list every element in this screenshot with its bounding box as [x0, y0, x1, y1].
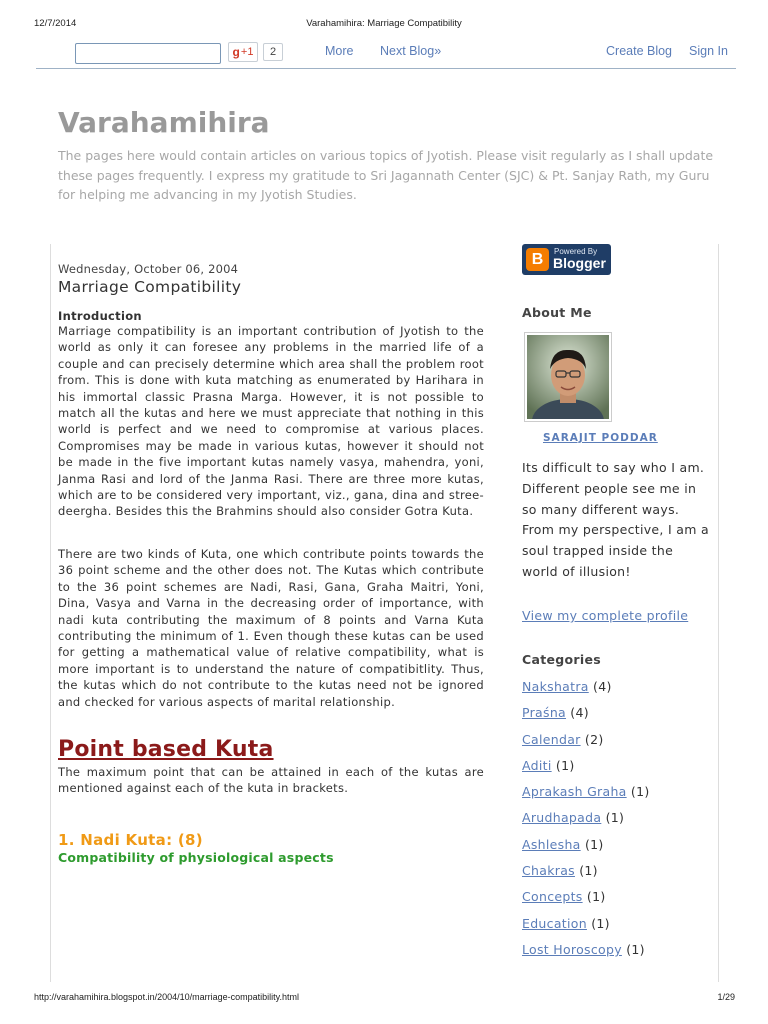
- post-paragraph-3: The maximum point that can be attained in each of the kutas are mentioned against each of the kuta in brackets.: [58, 764, 484, 796]
- introduction-heading: Introduction: [58, 309, 142, 323]
- post-paragraph-1: Marriage compatibility is an important contribution of Jyotish to the world as only it can foresee any problems in the married life of a couple and can precisely determine which area shall the problem root from. This is done with kuta matching as enumerated by Harihara in his immortal classic Prasna Marga. However, it is not possible to match all the kutas and here we must appreciate that nothing in this world is perfect and we need to compromise at various places. Compromises may be made in various kutas, however it should not be made in the five important kutas namely vasya, mahendra, yoni, Janma Rasi and lord of the Janma Rasi. There are three more kutas, which are to be considered very important, viz., gana, dina and stree-deergha. Besides this the Brahmins should also consider Gotra Kuta.: [58, 324, 484, 519]
- category-count: (1): [591, 915, 610, 931]
- category-item: [522, 809, 712, 835]
- category-link[interactable]: Chakras: [522, 863, 575, 879]
- category-link[interactable]: Lost Horoscopy: [522, 941, 622, 957]
- category-count: (1): [626, 941, 645, 957]
- categories-heading: Categories: [522, 652, 601, 667]
- plus-one-count: 2: [263, 43, 283, 61]
- category-link[interactable]: Arudhapada: [522, 810, 602, 826]
- blog-description: The pages here would contain articles on various topics of Jyotish. Please visit regularly as I shall update these pages frequently. I express my gratitude to Sri Jagannath Center (SJC) & Pt. Sanjay Rath, my Guru for helping me advancing in my Jyotish Studies.: [58, 148, 714, 202]
- point-based-kuta-heading: Point based Kuta: [58, 736, 274, 762]
- about-me-heading: About Me: [522, 305, 592, 320]
- post-title: Marriage Compatibility: [58, 278, 242, 296]
- plus-one-label: +1: [240, 46, 254, 58]
- powered-by-blogger-badge[interactable]: [522, 244, 611, 275]
- category-count: (1): [630, 784, 650, 800]
- blog-title[interactable]: Varahamihira: [58, 106, 270, 139]
- category-link[interactable]: Ashlesha: [522, 836, 581, 852]
- search-input[interactable]: [75, 43, 221, 64]
- category-item: [522, 941, 712, 967]
- post-date: Wednesday, October 06, 2004: [58, 262, 239, 276]
- blogger-label: Blogger: [553, 255, 606, 271]
- blogger-logo-icon: B: [526, 248, 549, 271]
- category-item: [522, 783, 712, 809]
- next-blog-link[interactable]: Next Blog»: [380, 44, 442, 58]
- nadi-kuta-subheading: Compatibility of physiological aspects: [58, 849, 334, 865]
- category-link[interactable]: Calendar: [522, 731, 581, 747]
- category-count: (4): [593, 679, 612, 694]
- profile-photo-icon: [527, 335, 609, 419]
- categories-list: [522, 678, 712, 967]
- category-link[interactable]: Concepts: [522, 889, 583, 905]
- print-page-number: 1/29: [717, 992, 735, 1002]
- profile-avatar[interactable]: [524, 332, 612, 422]
- category-count: (2): [584, 731, 604, 747]
- main-column-divider: [50, 244, 51, 982]
- category-link[interactable]: Aditi: [522, 757, 552, 773]
- profile-name-link[interactable]: SARAJIT PODDAR: [543, 432, 658, 444]
- category-item: [522, 757, 712, 783]
- sign-in-link[interactable]: Sign In: [689, 44, 728, 58]
- google-plus-one-button[interactable]: [228, 42, 258, 62]
- category-item: [522, 888, 712, 914]
- category-link[interactable]: Aprakash Graha: [522, 784, 627, 800]
- category-item: [522, 915, 712, 941]
- category-count: (1): [605, 810, 625, 826]
- print-url: http://varahamihira.blogspot.in/2004/10/marriage-compatibility.html: [34, 992, 299, 1002]
- category-item: [522, 836, 712, 862]
- about-me-text: Its difficult to say who I am. Different people see me in so many different ways. From my perspective, I am a soul trapped inside the world of illusion!: [522, 460, 709, 579]
- category-count: (1): [586, 889, 606, 905]
- category-count: (1): [579, 863, 598, 879]
- category-link[interactable]: Education: [522, 915, 587, 931]
- category-count: (4): [570, 705, 589, 721]
- create-blog-link[interactable]: Create Blog: [606, 44, 673, 58]
- category-item: [522, 678, 712, 704]
- category-item: [522, 862, 712, 888]
- google-plus-icon: g: [232, 45, 240, 59]
- category-item: [522, 704, 712, 730]
- category-link[interactable]: Praśna: [522, 705, 567, 721]
- powered-by-label: Powered By: [554, 247, 598, 256]
- category-item: [522, 731, 712, 757]
- category-count: (1): [555, 757, 575, 773]
- category-link[interactable]: Nakshatra: [522, 679, 589, 694]
- nadi-kuta-heading: 1. Nadi Kuta: (8): [58, 830, 203, 849]
- sidebar-divider: [718, 244, 719, 982]
- post-paragraph-2: There are two kinds of Kuta, one which contribute points towards the 36 point scheme and the other does not. The Kutas which contribute to the 36 point schemes are Nadi, Rasi, Gana, Graha Maitri, Yoni, Dina, Vasya and Varna in the decreasing order of importance, with nadi kuta contributing the maximum of 8 points and Varna Kuta contributing the minimum of 1. Even though these kutas can be used for getting a mathematical value of relative compatibility, what is more important is to understand the nature of compatibitlity. Thus, the kutas which do not contribute to the kutas need not be ignored and checked for various aspects of marital relationship.: [58, 546, 484, 709]
- category-count: (1): [584, 836, 604, 852]
- view-profile-link[interactable]: View my complete profile: [522, 608, 689, 623]
- print-page-title: Varahamihira: Marriage Compatibility: [306, 18, 462, 29]
- print-footer: [0, 992, 768, 1006]
- print-header: [0, 18, 768, 32]
- print-date: 12/7/2014: [34, 18, 77, 29]
- blogger-navbar: [36, 39, 736, 69]
- more-link[interactable]: More: [325, 44, 354, 58]
- blog-post: [58, 262, 484, 866]
